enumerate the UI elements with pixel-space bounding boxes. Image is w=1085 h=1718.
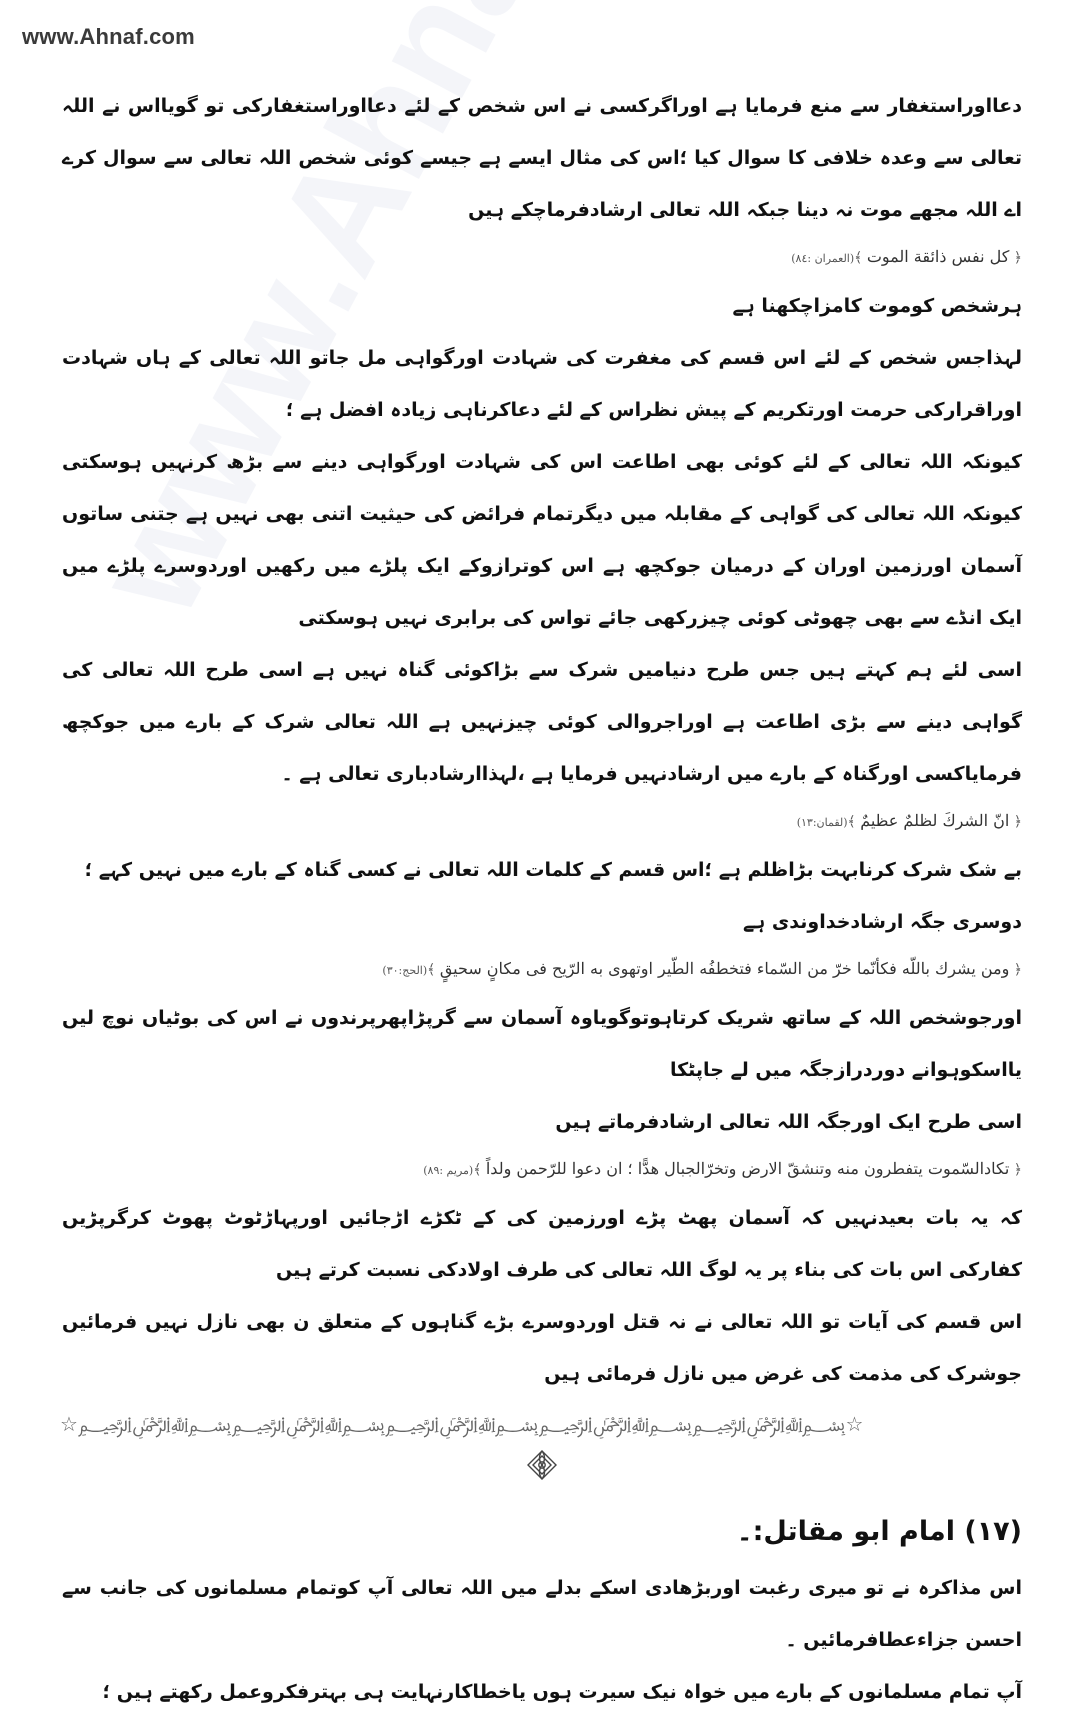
- urdu-paragraph: بے شک شرک کرنابہت بڑاظلم ہے ؛اس قسم کے کلمات اللہ تعالی نے کسی گناہ کے بارے میں نہیں کہے ؛: [84, 859, 1022, 881]
- verse-text: تكادالسّموت يتفطرون منه وتنشقّ الارض وتخرّالجبال هدًّا ؛ ان دعوا للرّحمن ولداً: [485, 1159, 1010, 1178]
- content-blocks: [62, 80, 1022, 1400]
- quran-verse: [62, 1148, 1022, 1192]
- urdu-paragraph: اسی طرح ایک اورجگہ اللہ تعالی ارشادفرماتے ہیں: [555, 1111, 1022, 1133]
- stars-separator: ☆﷽﷽﷽﷽﷽☆: [60, 1412, 864, 1436]
- ornate-bracket-open-icon: ﴿: [1009, 250, 1022, 266]
- urdu-paragraph: کہ یہ بات بعیدنہیں کہ آسمان پھٹ پڑے اورزمین کی کے ٹکڑے اڑجائیں اورپہاڑٹوٹ پھوٹ کرگرپڑیں کفارکی اس بات کی بناء پر یہ لوگ اللہ تعالی کی طرف اولادکی نسبت کرتے ہیں: [62, 1207, 1022, 1281]
- quran-verse: [62, 948, 1022, 992]
- ornament-icon: [525, 1448, 559, 1482]
- section-heading: (۱۷) امام ابو مقاتل:۔: [736, 1516, 1022, 1547]
- urdu-paragraph: کیونکہ اللہ تعالی کے لئے کوئی بھی اطاعت اس کی شہادت اورگواہی دینے سے بڑھ کرنہیں ہوسکتی کیونکہ اللہ تعالی کی گواہی کے مقابلہ میں دیگرتمام فرائض کی حیثیت اتنی بھی نہیں ہے جتنی ساتوں آسمان اورزمین اوران کے درمیان جوکچھ ہے اس کوترازوکے ایک پلڑے میں رکھیں اوردوسرے پلڑے میں ایک انڈے سے بھی چھوٹی کوئی چیزرکھی جائے تواس کی برابری نہیں ہوسکتی: [62, 451, 1022, 629]
- verse-reference: (العمران :٨٤): [791, 252, 855, 265]
- urdu-paragraph: ہرشخص کوموت کامزاچکھنا ہے: [732, 295, 1022, 317]
- ornate-bracket-open-icon: ﴿: [1009, 1162, 1022, 1178]
- site-url: www.Ahnaf.com: [22, 24, 195, 49]
- ornate-bracket-close-icon: ﴾: [473, 1162, 486, 1178]
- urdu-paragraph: دوسری جگہ ارشادخداوندی ہے: [743, 911, 1022, 933]
- section-paragraph: آپ تمام مسلمانوں کے بارے میں خواہ نیک سیرت ہوں یاخطاکارنہایت ہی بہترفکروعمل رکھتے ہیں ؛: [102, 1681, 1022, 1703]
- ornate-bracket-open-icon: ﴿: [1009, 962, 1022, 978]
- ornate-bracket-close-icon: ﴾: [847, 814, 861, 830]
- verse-text: كل نفس ذائقة الموت: [866, 247, 1010, 266]
- urdu-paragraph: اورجوشخص اللہ کے ساتھ شریک کرتاہوتوگویاوہ آسمان سے گرپڑاپھرپرندوں نے اس کی بوٹیاں نوچ لیں یااسکوہوانے دوردرازجگہ میں لے جاپٹکا: [62, 1007, 1022, 1081]
- page-content: [62, 80, 1022, 1718]
- verse-reference: (لقمان:١٣): [796, 816, 848, 829]
- urdu-paragraph: اسی لئے ہم کہتے ہیں جس طرح دنیامیں شرک سے بڑاکوئی گناہ نہیں ہے اسی طرح اللہ تعالی کی گواہی دینے سے بڑی اطاعت ہے اوراجروالی کوئی چیزنہیں ہے اللہ تعالی شرک کے بارے میں جوکچھ فرمایاکسی اورگناہ کے بارے میں ارشادنہیں فرمایا ہے ،لہذاارشادباری تعالی ہے ۔: [62, 659, 1022, 785]
- verse-text: ومن يشرك باللّه فكأنّما خرّ من السّماء فتخطفُه الطّير اوتهوى به الرّيح فى مكانٍ سحيقٍ: [439, 959, 1010, 978]
- quran-verse: [62, 236, 1022, 280]
- section-paragraph: اس مذاکرہ نے تو میری رغبت اوربڑھادی اسکے بدلے میں اللہ تعالی آپ کوتمام مسلمانوں کی جانب سے احسن جزاءعطافرمائیں ۔: [62, 1577, 1022, 1651]
- urdu-paragraph: لہذاجس شخص کے لئے اس قسم کی مغفرت کی شہادت اورگواہی مل جاتو اللہ تعالی کے ہاں شہادت اوراقرارکی حرمت اورتکریم کے پیش نظراس کے لئے دعاکرناہی زیادہ افضل ہے ؛: [62, 347, 1022, 421]
- verse-reference: (الحج:٣٠): [382, 964, 428, 977]
- ornate-bracket-open-icon: ﴿: [1009, 814, 1022, 830]
- ornament-divider: [62, 1448, 1022, 1500]
- ornate-bracket-close-icon: ﴾: [854, 250, 867, 266]
- urdu-paragraph: اس قسم کی آیات تو اللہ تعالی نے نہ قتل اوردوسرے بڑے گناہوں کے متعلق ن بھی نازل نہیں فرمائیں جوشرک کی مذمت کی غرض میں نازل فرمائی ہیں: [62, 1311, 1022, 1385]
- ornate-bracket-close-icon: ﴾: [427, 962, 440, 978]
- verse-text: انّ الشركَ لظلمٌ عظيمٌ: [860, 811, 1010, 830]
- verse-reference: (مريم :٨٩): [423, 1164, 474, 1177]
- urdu-paragraph: دعااوراستغفار سے منع فرمایا ہے اوراگرکسی نے اس شخص کے لئے دعااوراستغفارکی تو گویااس نے اللہ تعالی سے وعدہ خلافی کا سوال کیا ؛اس کی مثال ایسے ہے جیسے کوئی شخص اللہ تعالی سے سوال کرے اے اللہ مجھے موت نہ دینا جبکہ اللہ تعالی ارشادفرماچکے ہیں: [62, 95, 1022, 221]
- quran-verse: [62, 800, 1022, 844]
